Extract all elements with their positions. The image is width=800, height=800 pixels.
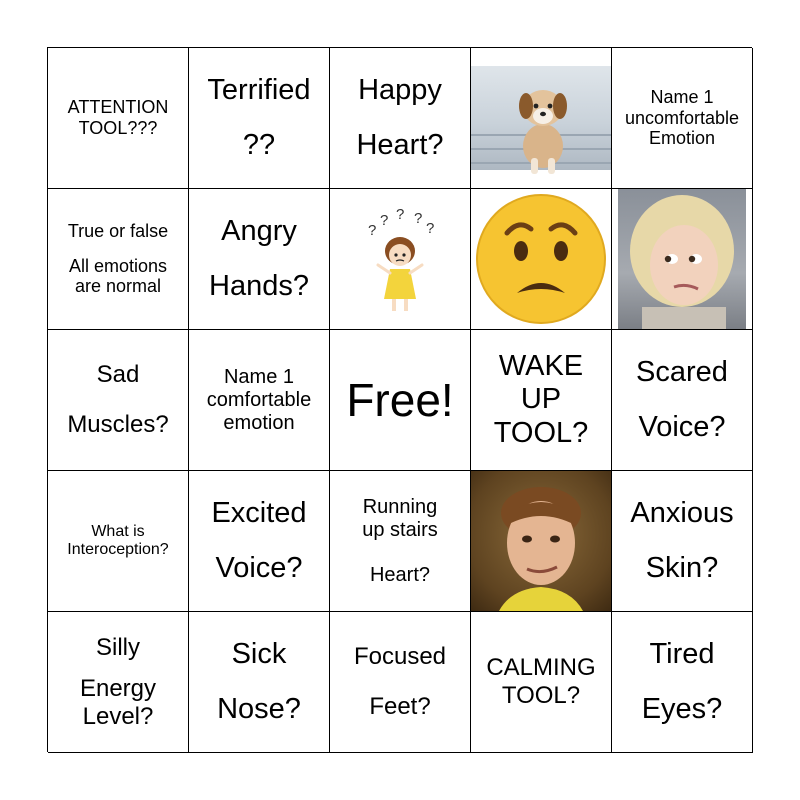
bingo-cell[interactable] bbox=[189, 189, 330, 330]
svg-text:?: ? bbox=[368, 222, 377, 239]
bingo-cell[interactable] bbox=[48, 330, 189, 471]
side-eye-girl-photo bbox=[612, 189, 752, 329]
cell-text: Heart? bbox=[356, 129, 444, 161]
cell-text: Heart? bbox=[369, 563, 431, 586]
cell-text: Emotion bbox=[648, 128, 716, 149]
cell-text: Angry bbox=[221, 214, 297, 247]
cell-text: Nose? bbox=[217, 693, 301, 725]
cell-text: Skin? bbox=[645, 552, 719, 584]
cell-text: TOOL??? bbox=[78, 118, 158, 138]
cell-text: WAKE bbox=[498, 349, 584, 382]
cell-text: ATTENTION bbox=[67, 97, 169, 118]
cell-text: TOOL? bbox=[493, 416, 589, 449]
bingo-cell[interactable] bbox=[189, 612, 330, 753]
bingo-cell[interactable] bbox=[471, 48, 612, 189]
cell-text: Running bbox=[362, 495, 438, 518]
bingo-cell[interactable] bbox=[612, 330, 753, 471]
bingo-cell[interactable] bbox=[471, 612, 612, 753]
svg-text:?: ? bbox=[426, 220, 435, 237]
cell-text: Anxious bbox=[630, 496, 734, 529]
cell-text: What is bbox=[91, 522, 145, 540]
cell-text: ?? bbox=[242, 129, 276, 161]
bingo-cell[interactable] bbox=[612, 471, 753, 612]
cell-text: uncomfortable bbox=[624, 107, 740, 128]
cell-text: TOOL? bbox=[501, 682, 581, 709]
worried-face-emoji bbox=[471, 189, 611, 329]
bingo-cell[interactable] bbox=[612, 48, 753, 189]
cell-text: Sick bbox=[231, 637, 287, 670]
cell-text: Interoception? bbox=[67, 541, 169, 558]
svg-text:?: ? bbox=[414, 210, 423, 227]
free-space-label: Free! bbox=[346, 373, 454, 426]
cell-text: Feet? bbox=[369, 693, 431, 720]
cell-text: up stairs bbox=[362, 518, 438, 541]
cell-text: UP bbox=[520, 383, 562, 416]
cell-text: comfortable bbox=[206, 388, 312, 411]
bingo-cell[interactable] bbox=[471, 189, 612, 330]
bingo-cell[interactable] bbox=[330, 48, 471, 189]
cell-text: Hands? bbox=[209, 270, 309, 302]
cell-text: All emotions bbox=[68, 255, 168, 276]
smug-boy-photo bbox=[471, 471, 611, 611]
bingo-cell[interactable] bbox=[189, 471, 330, 612]
bingo-cell[interactable] bbox=[330, 471, 471, 612]
cell-text: Eyes? bbox=[641, 693, 723, 725]
bingo-cell[interactable] bbox=[189, 330, 330, 471]
cell-text: emotion bbox=[223, 411, 295, 434]
bingo-cell[interactable] bbox=[330, 612, 471, 753]
cell-text: Tired bbox=[649, 637, 715, 670]
cell-text: Level? bbox=[82, 702, 154, 730]
cell-text: CALMING bbox=[486, 654, 596, 682]
bingo-cell[interactable] bbox=[189, 48, 330, 189]
bingo-cell[interactable] bbox=[48, 189, 189, 330]
bingo-cell[interactable] bbox=[471, 330, 612, 471]
svg-text:?: ? bbox=[380, 212, 389, 229]
cell-text: Muscles? bbox=[67, 411, 169, 438]
cell-text: Terrified bbox=[207, 73, 311, 106]
cell-text: Focused bbox=[353, 643, 447, 671]
bingo-cell[interactable] bbox=[471, 471, 612, 612]
svg-text:?: ? bbox=[396, 206, 405, 223]
bingo-cell[interactable] bbox=[48, 471, 189, 612]
bingo-board bbox=[47, 47, 752, 752]
cell-text: Silly bbox=[95, 633, 140, 661]
bingo-cell[interactable] bbox=[48, 48, 189, 189]
cell-text: are normal bbox=[74, 276, 162, 297]
cell-text: Scared bbox=[636, 355, 728, 388]
puppy-photo bbox=[471, 48, 611, 188]
bingo-cell[interactable] bbox=[612, 612, 753, 753]
cell-text: Name 1 bbox=[223, 365, 295, 388]
bingo-cell[interactable] bbox=[48, 612, 189, 753]
confused-girl-cartoon bbox=[330, 189, 470, 329]
cell-text: Sad bbox=[96, 361, 140, 389]
cell-text: Energy bbox=[79, 675, 157, 703]
free-space-cell[interactable] bbox=[330, 330, 471, 471]
bingo-cell[interactable] bbox=[330, 189, 471, 330]
cell-text: Name 1 bbox=[650, 86, 714, 107]
cell-text: Voice? bbox=[215, 552, 303, 584]
bingo-cell[interactable] bbox=[612, 189, 753, 330]
cell-text: True or false bbox=[67, 220, 169, 241]
cell-text: Excited bbox=[211, 496, 307, 529]
cell-text: Happy bbox=[358, 73, 442, 106]
cell-text: Voice? bbox=[638, 411, 726, 443]
